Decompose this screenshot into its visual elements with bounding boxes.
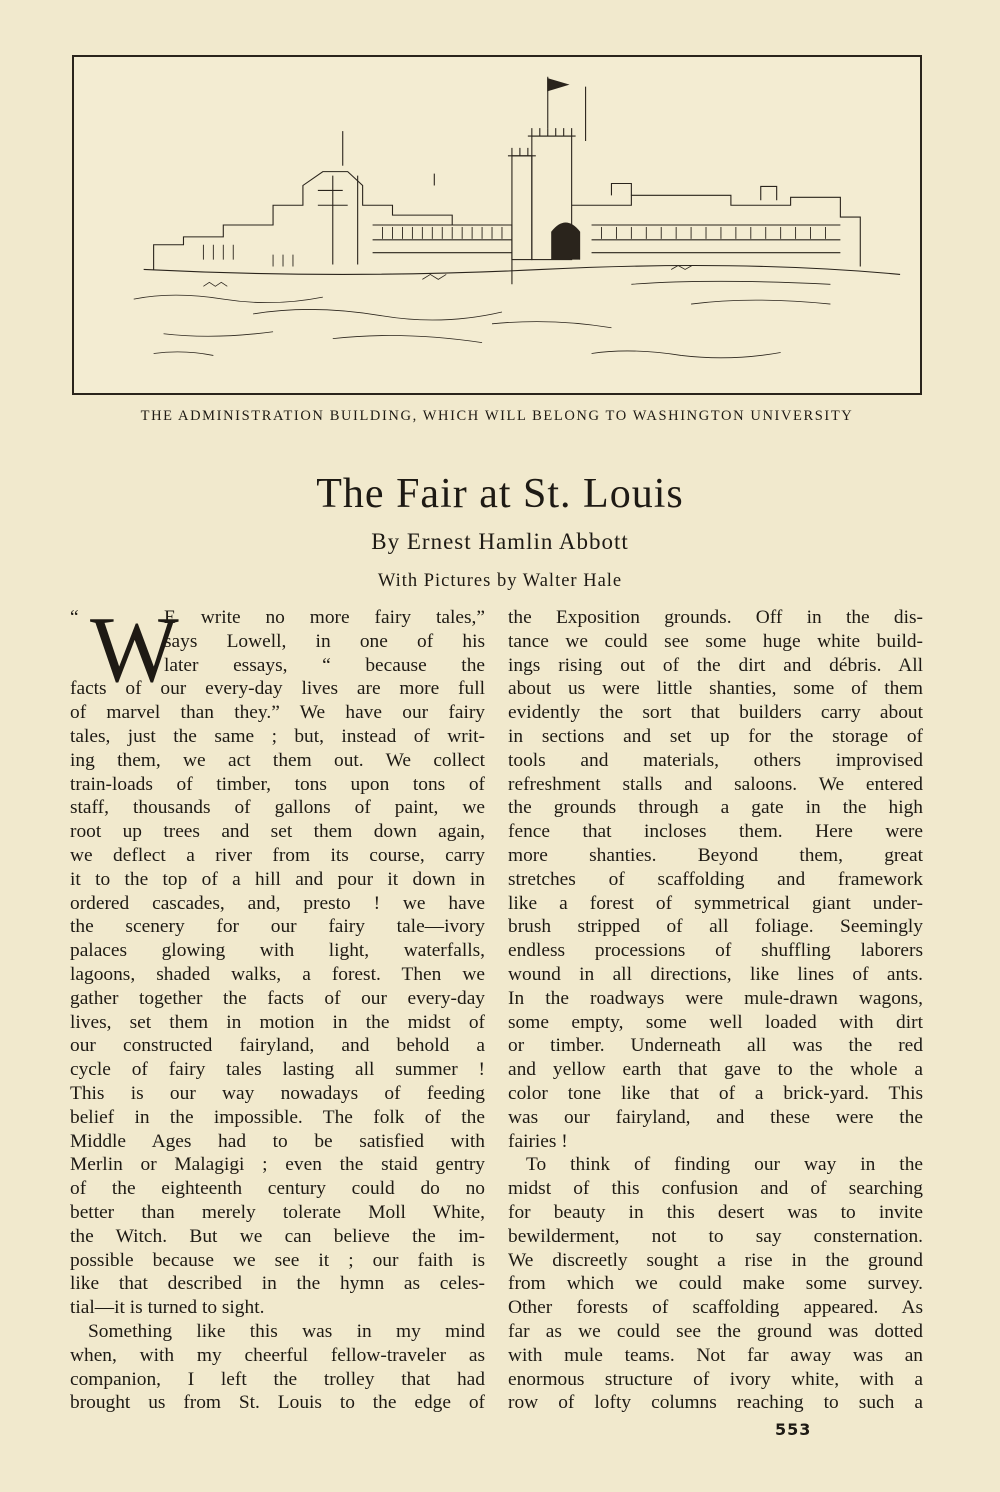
text-line: ings rising out of the dirt and débris. All [508, 654, 923, 676]
text-line: companion, I left the trolley that had [70, 1368, 485, 1390]
text-line: we deflect a river from its course, carry [70, 844, 485, 866]
text-line: fairies ! [508, 1130, 568, 1152]
text-line: and yellow earth that gave to the whole a [508, 1059, 923, 1081]
text-line: cycle of fairy tales lasting all summer ! [70, 1059, 485, 1081]
text-line: like that described in the hymn as celes- [70, 1273, 485, 1295]
text-line: of the eighteenth century could do no [70, 1178, 485, 1200]
text-line: endless processions of shuffling laborers [508, 940, 923, 962]
text-line: more shanties. Beyond them, great [508, 844, 923, 866]
text-line: refreshment stalls and saloons. We entered [508, 773, 923, 795]
text-line: belief in the impossible. The folk of the [70, 1106, 485, 1128]
text-line: We discreetly sought a rise in the ground [508, 1249, 923, 1271]
page-number: 553 [775, 1420, 812, 1439]
text-line: train-loads of timber, tons upon tons of [70, 773, 485, 795]
text-line: ordered cascades, and, presto ! we have [70, 892, 485, 914]
text-line: says Lowell, in one of his [164, 630, 485, 652]
text-line: enormous structure of ivory white, with a [508, 1368, 923, 1390]
text-line: color tone like that of a brick-yard. This [508, 1082, 923, 1104]
text-line: the scenery for our fairy tale—ivory [70, 916, 485, 938]
text-line: wound in all directions, like lines of ants. [508, 963, 923, 985]
text-line: Something like this was in my mind [88, 1320, 485, 1342]
text-line: some empty, some well loaded with dirt [508, 1011, 923, 1033]
text-line: E write no more fairy tales,” [164, 607, 485, 628]
text-line: or timber. Underneath all was the red [508, 1035, 923, 1057]
text-line: staff, thousands of gallons of paint, we [70, 797, 485, 819]
text-line: row of lofty columns reaching to such a [508, 1392, 923, 1414]
opening-quote: “ [70, 607, 79, 628]
right-column [508, 606, 923, 1415]
text-line: like a forest of symmetrical giant under- [508, 892, 923, 914]
text-line: the Witch. But we can believe the im- [70, 1225, 485, 1247]
text-line: of marvel than they.” We have our fairy [70, 702, 485, 724]
text-line: lagoons, shaded walks, a forest. Then we [70, 963, 485, 985]
text-line: better than merely tolerate Moll White, [70, 1201, 485, 1223]
text-line: lives, set them in motion in the midst of [70, 1011, 485, 1033]
text-line: was our fairyland, and these were the [508, 1106, 923, 1128]
text-line: for beauty in this desert was to invite [508, 1201, 923, 1223]
text-line: with mule teams. Not far away was an [508, 1344, 923, 1366]
text-line: Middle Ages had to be satisfied with [70, 1130, 485, 1152]
text-line: tales, just the same ; but, instead of writ- [70, 725, 485, 747]
text-line: from which we could make some survey. [508, 1273, 923, 1295]
text-line: tance we could see some huge white build- [508, 630, 923, 652]
text-line: it to the top of a hill and pour it down in [70, 868, 485, 890]
text-line: when, with my cheerful fellow-traveler as [70, 1344, 485, 1366]
text-line: palaces glowing with light, waterfalls, [70, 940, 485, 962]
text-line: far as we could see the ground was dotted [508, 1320, 923, 1342]
text-line: in sections and set up for the storage of [508, 725, 923, 747]
text-line: midst of this confusion and of searching [508, 1178, 923, 1200]
text-line: the Exposition grounds. Off in the dis- [508, 607, 923, 628]
drop-cap: W [90, 598, 179, 702]
text-line: evidently the sort that builders carry about [508, 702, 923, 724]
illustration-caption: THE ADMINISTRATION BUILDING, WHICH WILL BELONG TO WASHINGTON UNIVERSITY [140, 408, 854, 424]
text-line: facts of our every-day lives are more full [70, 678, 485, 700]
text-line: root up trees and set them down again, [70, 821, 485, 843]
text-line: later essays, “ because the [164, 654, 485, 676]
article-byline: By Ernest Hamlin Abbott [371, 529, 629, 554]
text-line: This is our way nowadays of feeding [70, 1082, 485, 1104]
text-line: our constructed fairyland, and behold a [70, 1035, 485, 1057]
text-line: tools and materials, others improvised [508, 749, 923, 771]
illustration-frame [72, 55, 922, 395]
text-line: To think of finding our way in the [526, 1154, 923, 1176]
text-line: about us were little shanties, some of them [508, 678, 923, 700]
text-line: fence that incloses them. Here were [508, 821, 923, 843]
article-title: The Fair at St. Louis [316, 471, 684, 517]
text-line: brush stripped of all foliage. Seemingly [508, 916, 923, 938]
text-line: gather together the facts of our every-day [70, 987, 485, 1009]
text-line: In the roadways were mule-drawn wagons, [508, 987, 923, 1009]
text-line: Merlin or Malagigi ; even the staid gentry [70, 1154, 485, 1176]
text-line: stretches of scaffolding and framework [508, 868, 923, 890]
text-line: Other forests of scaffolding appeared. As [508, 1297, 923, 1319]
text-line: brought us from St. Louis to the edge of [70, 1392, 485, 1414]
text-line: tial—it is turned to sight. [70, 1297, 265, 1319]
left-column [70, 598, 485, 1415]
text-line: possible because we see it ; our faith is [70, 1249, 485, 1271]
text-line: the grounds through a gate in the high [508, 797, 923, 819]
pictures-credit: With Pictures by Walter Hale [377, 571, 623, 591]
administration-building-drawing [74, 57, 920, 393]
text-line: bewilderment, not to say consternation. [508, 1225, 923, 1247]
text-line: ing them, we act them out. We collect [70, 749, 485, 771]
